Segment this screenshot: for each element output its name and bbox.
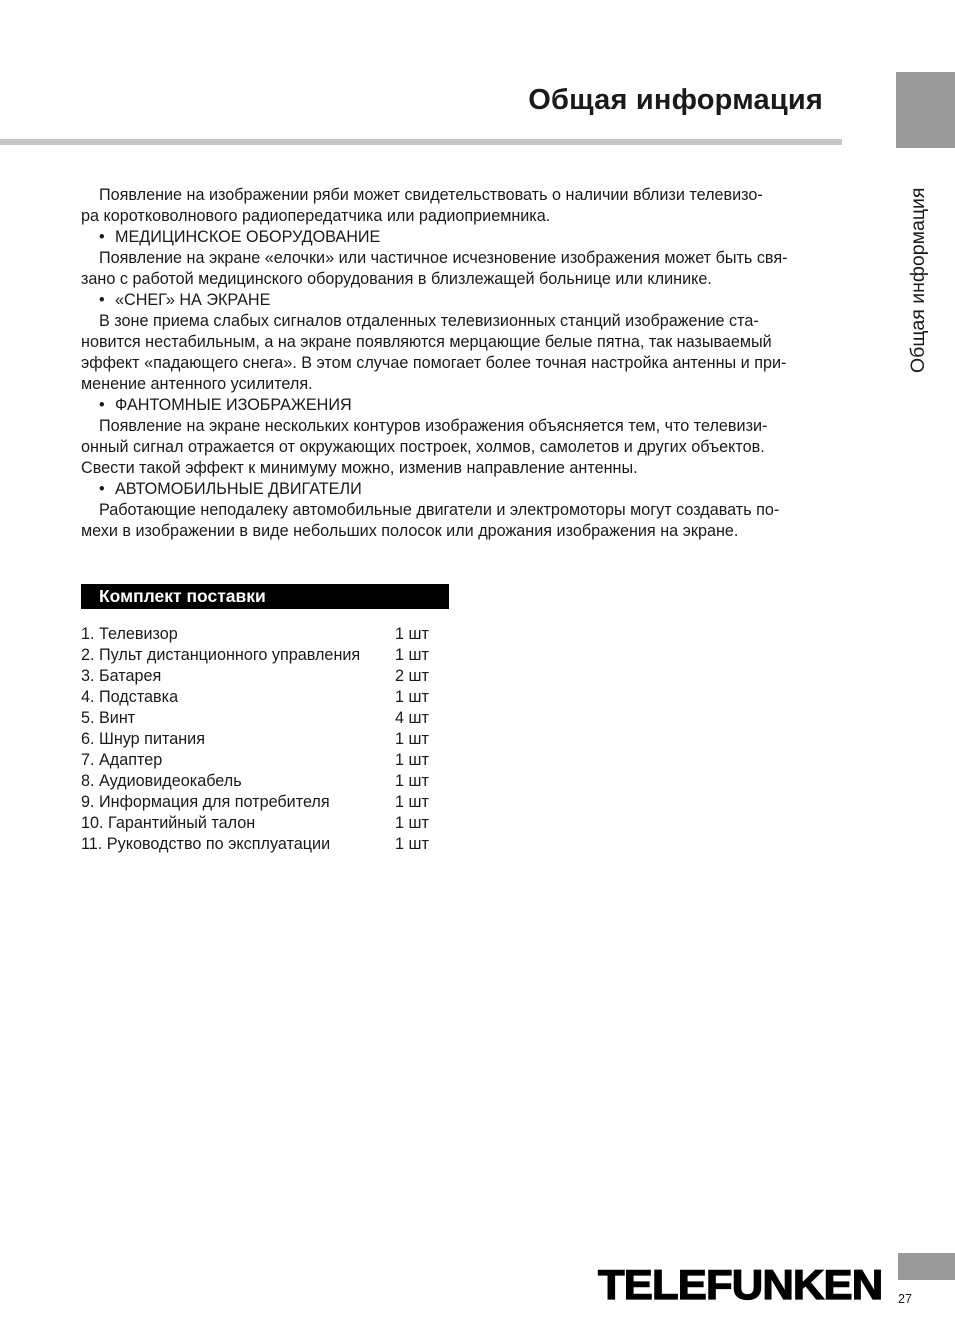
list-item — [81, 771, 461, 792]
item-qty: 1 шт — [395, 793, 429, 811]
list-item — [81, 834, 461, 855]
paragraph-line: Свести такой эффект к минимуму можно, изменив направление антенны. — [81, 459, 638, 477]
bullet-icon: • — [99, 396, 105, 414]
item-qty: 1 шт — [395, 646, 429, 664]
telefunken-logo: TELEFUNKEN — [598, 1262, 883, 1309]
bullet-icon: • — [99, 291, 105, 309]
body-text — [81, 185, 841, 542]
item-name: 11. Руководство по эксплуатации — [81, 835, 331, 853]
list-item — [81, 750, 461, 771]
paragraph-line: зано с работой медицинского оборудования в близлежащей больнице или клинике. — [81, 270, 712, 288]
item-qty: 4 шт — [395, 709, 429, 727]
list-item — [81, 729, 461, 750]
item-name: 5. Винт — [81, 709, 136, 727]
paragraph-line: Появление на экране нескольких контуров изображения объясняется тем, что телевизи- — [99, 417, 768, 435]
paragraph-line: Работающие неподалеку автомобильные двигатели и электромоторы могут создавать по- — [99, 501, 780, 519]
item-name: 10. Гарантийный талон — [81, 814, 256, 832]
bullet-icon: • — [99, 228, 105, 246]
page-tab-marker — [898, 1253, 955, 1280]
paragraph-line: онный сигнал отражается от окружающих построек, холмов, самолетов и других объектов. — [81, 438, 765, 456]
item-qty: 1 шт — [395, 625, 429, 643]
paragraph-line: менение антенного усилителя. — [81, 375, 313, 393]
item-qty: 1 шт — [395, 751, 429, 769]
item-qty: 1 шт — [395, 835, 429, 853]
item-qty: 1 шт — [395, 688, 429, 706]
item-qty: 1 шт — [395, 730, 429, 748]
item-name: 1. Телевизор — [81, 625, 178, 643]
bullet-heading-snow: • «СНЕГ» НА ЭКРАНЕ — [99, 291, 271, 309]
bullet-heading-engines: • АВТОМОБИЛЬНЫЕ ДВИГАТЕЛИ — [99, 480, 362, 498]
paragraph-line: мехи в изображении в виде небольших полосок или дрожания изображения на экране. — [81, 522, 739, 540]
paragraph-line: Появление на экране «елочки» или частичное исчезновение изображения может быть свя- — [99, 249, 788, 267]
page-number: 27 — [898, 1292, 912, 1306]
item-name: 3. Батарея — [81, 667, 162, 685]
item-name: 8. Аудиовидеокабель — [81, 772, 242, 790]
list-item — [81, 624, 461, 645]
paragraph-line: Появление на изображении ряби может свидетельствовать о наличии вблизи телевизо- — [99, 186, 763, 204]
list-item — [81, 687, 461, 708]
item-qty: 1 шт — [395, 814, 429, 832]
item-qty: 2 шт — [395, 667, 429, 685]
package-section-header: Комплект поставки — [81, 584, 449, 609]
section-tab-marker — [896, 72, 955, 148]
bullet-heading-medical: • МЕДИЦИНСКОЕ ОБОРУДОВАНИЕ — [99, 228, 381, 246]
list-item — [81, 708, 461, 729]
side-section-label: Общая информация — [907, 187, 929, 373]
page-title: Общая информация — [528, 84, 823, 116]
paragraph-line: новится нестабильным, а на экране появляются мерцающие белые пятна, так называемый — [81, 333, 772, 351]
list-item — [81, 645, 461, 666]
title-divider — [0, 139, 842, 145]
bullet-heading-ghost: • ФАНТОМНЫЕ ИЗОБРАЖЕНИЯ — [99, 396, 352, 414]
list-item — [81, 792, 461, 813]
paragraph-line: ра коротковолнового радиопередатчика или радиоприемника. — [81, 207, 551, 225]
list-item — [81, 813, 461, 834]
bullet-icon: • — [99, 480, 105, 498]
item-name: 4. Подставка — [81, 688, 179, 706]
paragraph-line: эффект «падающего снега». В этом случае помогает более точная настройка антенны и при- — [81, 354, 787, 372]
paragraph-line: В зоне приема слабых сигналов отдаленных телевизионных станций изображение ста- — [99, 312, 759, 330]
item-name: 7. Адаптер — [81, 751, 163, 769]
item-qty: 1 шт — [395, 772, 429, 790]
item-name: 9. Информация для потребителя — [81, 793, 330, 811]
item-name: 2. Пульт дистанционного управления — [81, 646, 361, 664]
list-item — [81, 666, 461, 687]
package-list — [81, 624, 461, 855]
item-name: 6. Шнур питания — [81, 730, 205, 748]
